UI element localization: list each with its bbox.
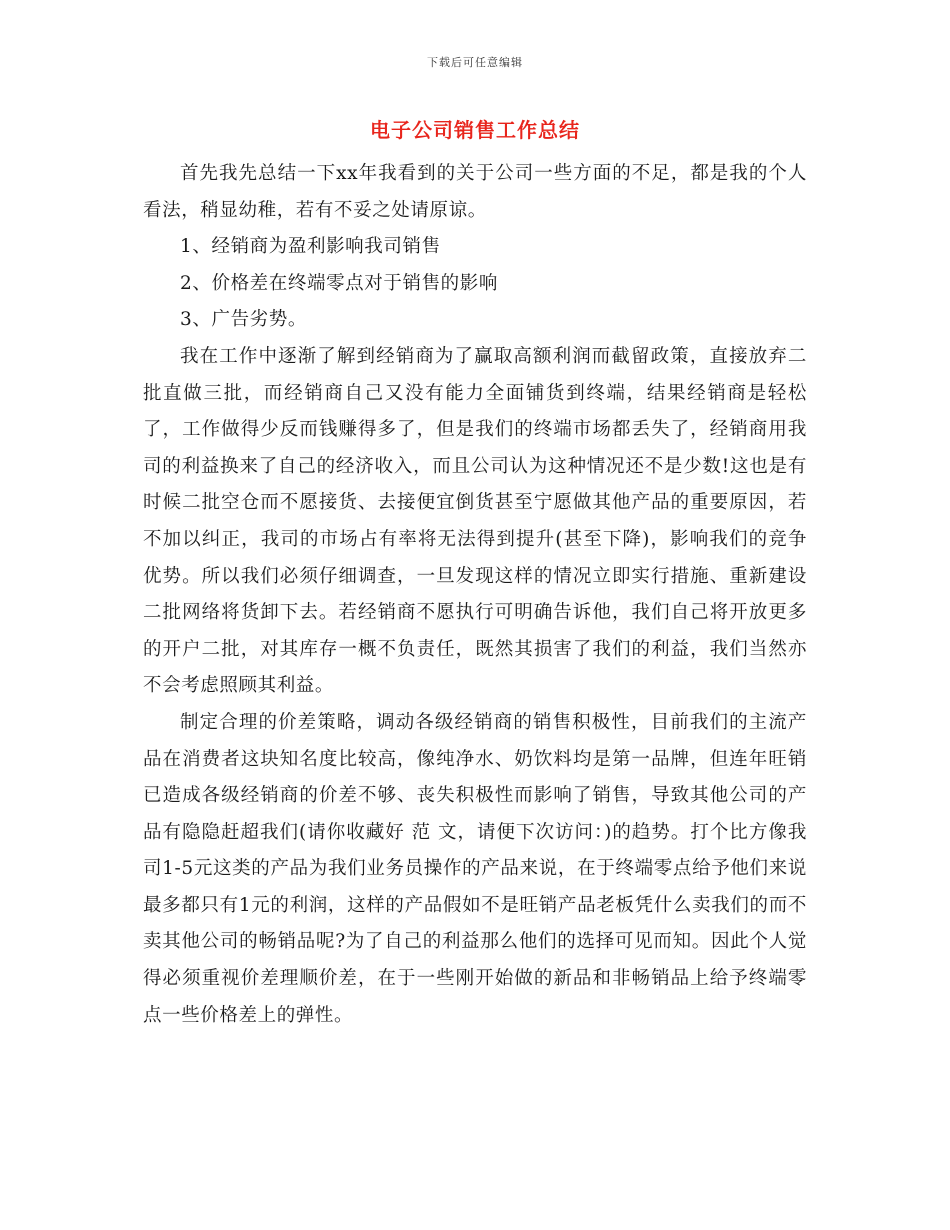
- list-item-2: 2、价格差在终端零点对于销售的影响: [180, 272, 498, 294]
- document-title: 电子公司销售工作总结: [370, 118, 580, 142]
- paragraph-pricing: 制定合理的价差策略，调动各级经销商的销售积极性，目前我们的主流产品在消费者这块知名度比较高，像纯净水、奶饮料均是第一品牌，但连年旺销已造成各级经销商的价差不够、丧失积极性而影响了销售，导致其他公司的产品有隐隐赶超我们(请你收藏好 范 文，请便下次访问：)的趋势。打个比方像我司1-5元这类的产品为我们业务员操作的产品来说，在于终端零点给予他们来说最多都只有1元的利润，这样的产品假如不是旺销产品老板凭什么卖我们的而不卖其他公司的畅销品呢?为了自己的利益那么他们的选择可见而知。因此个人觉得必须重视价差理顺价差，在于一些刚开始做的新品和非畅销品上给予终端零点一些价格差上的弹性。: [143, 711, 807, 1026]
- list-item-1: 1、经销商为盈利影响我司销售: [180, 236, 441, 258]
- paragraph-dealers: 我在工作中逐渐了解到经销商为了赢取高额利润而截留政策，直接放弃二批直做三批，而经销商自己又没有能力全面铺货到终端，结果经销商是轻松了，工作做得少反而钱赚得多了，但是我们的终端市场都丢失了，经销商用我司的利益换来了自己的经济收入，而且公司认为这种情况还不是少数!这也是有时候二批空仓而不愿接货、去接便宜倒货甚至宁愿做其他产品的重要原因，若不加以纠正，我司的市场占有率将无法得到提升(甚至下降)，影响我们的竞争优势。所以我们必须仔细调查，一旦发现这样的情况立即实行措施、重新建设二批网络将货卸下去。若经销商不愿执行可明确告诉他，我们自己将开放更多的开户二批，对其库存一概不负责任，既然其损害了我们的利益，我们当然亦不会考虑照顾其利益。: [143, 345, 807, 697]
- list-item-3: 3、广告劣势。: [180, 309, 307, 331]
- header-note: 下载后可任意编辑: [427, 56, 523, 69]
- document-body: [143, 156, 807, 1034]
- paragraph-intro: 首先我先总结一下xx年我看到的关于公司一些方面的不足，都是我的个人看法，稍显幼稚，若有不妥之处请原谅。: [143, 163, 807, 221]
